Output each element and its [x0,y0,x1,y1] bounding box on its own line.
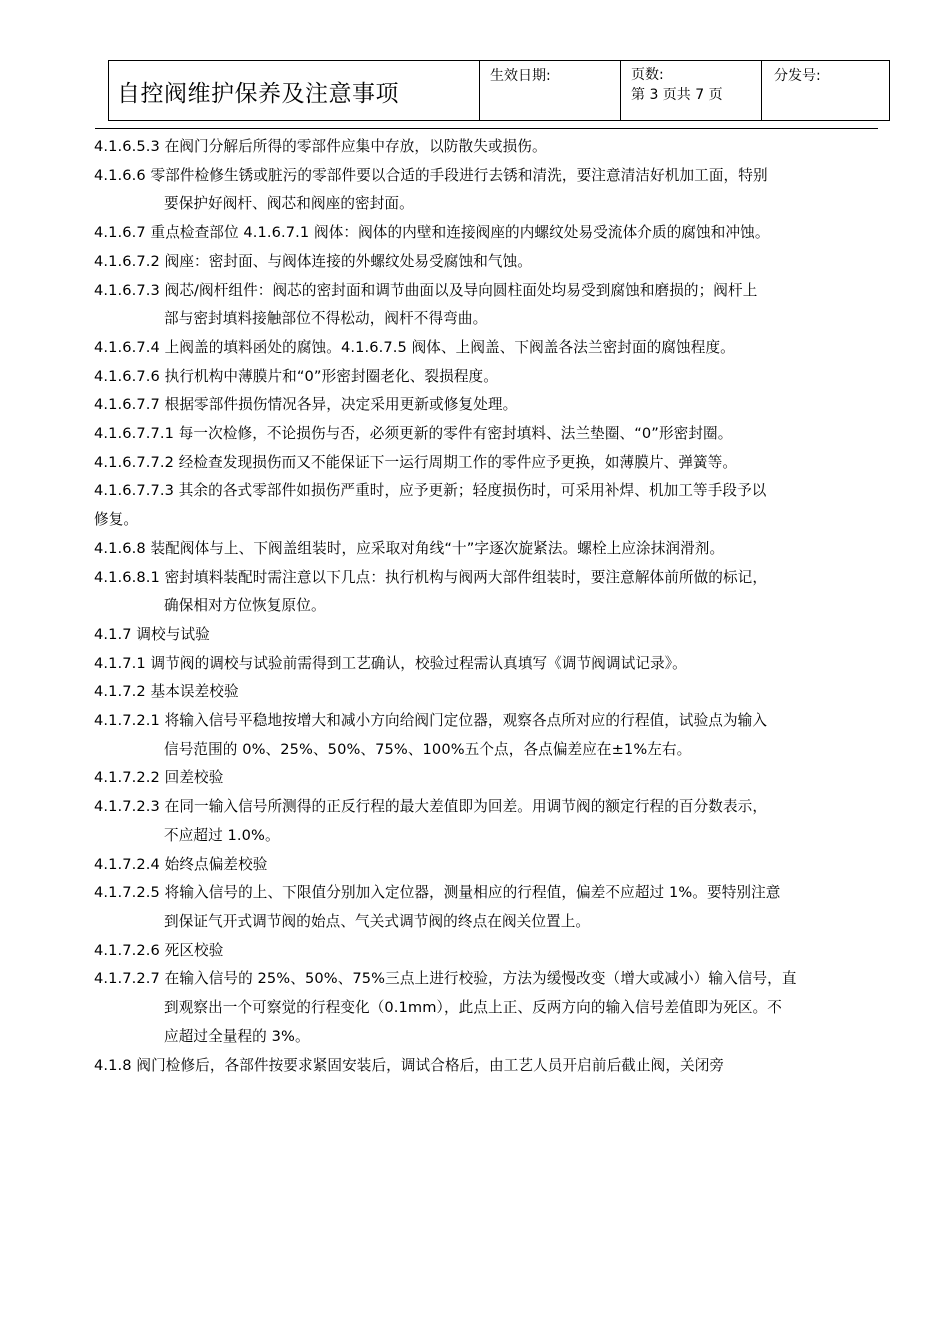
body-line: 4.1.6.7.4 上阀盖的填料函处的腐蚀。4.1.6.7.5 阀体、上阀盖、下阀盖各法兰密封面的腐蚀程度。 [94,338,735,356]
document-body [94,133,880,1080]
body-line: 4.1.6.7 重点检查部位 4.1.6.7.1 阀体：阀体的内壁和连接阀座的内螺纹处易受流体介质的腐蚀和冲蚀。 [94,224,770,242]
body-line: 4.1.6.7.7.2 经检查发现损伤而又不能保证下一运行周期工作的零件应予更换，如薄膜片、弹簧等。 [94,453,738,471]
body-line: 4.1.6.7.2 阀座：密封面、与阀体连接的外螺纹处易受腐蚀和气蚀。 [94,252,532,270]
page-count-cell [621,61,762,121]
body-line: 4.1.6.8 装配阀体与上、下阀盖组装时，应采取对角线“十”字逐次旋紧法。螺栓上应涂抹润滑剂。 [94,539,725,557]
distribution-number-cell [762,61,890,121]
body-line: 4.1.6.7.6 执行机构中薄膜片和“0”形密封圈老化、裂损程度。 [94,367,498,385]
page-count-label: 页数: [631,67,664,83]
body-line: 到保证气开式调节阀的始点、气关式调节阀的终点在阀关位置上。 [164,912,591,930]
body-line: 要保护好阀杆、阀芯和阀座的密封面。 [164,195,414,213]
body-line: 4.1.7 调校与试验 [94,625,210,643]
body-line: 确保相对方位恢复原位。 [164,597,326,615]
page-count-value: 第 3 页共 7 页 [631,87,723,103]
header-divider [95,128,878,129]
distribution-number-label: 分发号: [774,68,821,84]
body-line: 应超过全量程的 3%。 [164,1027,310,1045]
body-line: 信号范围的 0%、25%、50%、75%、100%五个点，各点偏差应在±1%左右。 [164,740,692,758]
body-line: 4.1.6.7.7.3 其余的各式零部件如损伤严重时，应予更新；轻度损伤时，可采用补焊、机加工等手段予以 [94,482,767,500]
body-line: 4.1.7.2.6 死区校验 [94,941,224,959]
body-line: 4.1.6.7.3 阀芯/阀杆组件：阀芯的密封面和调节曲面以及导向圆柱面处均易受到腐蚀和磨损的；阀杆上 [94,281,758,299]
document-title: 自控阀维护保养及注意事项 [109,61,480,121]
body-line: 4.1.6.8.1 密封填料装配时需注意以下几点：执行机构与阀两大部件组装时，要注意解体前所做的标记， [94,568,768,586]
body-line: 4.1.7.1 调节阀的调校与试验前需得到工艺确认，校验过程需认真填写《调节阀调试记录》。 [94,654,687,672]
body-line: 4.1.7.2.1 将输入信号平稳地按增大和减小方向给阀门定位器，观察各点所对应的行程值，试验点为输入 [94,712,768,730]
body-line: 不应超过 1.0%。 [164,826,280,844]
body-line: 修复。 [94,511,139,529]
body-line: 4.1.6.7.7 根据零部件损伤情况各异，决定采用更新或修复处理。 [94,396,518,414]
document-header-table [108,60,890,121]
body-line: 4.1.6.5.3 在阀门分解后所得的零部件应集中存放，以防散失或损伤。 [94,138,547,155]
body-line: 4.1.7.2.4 始终点偏差校验 [94,855,268,873]
body-line: 4.1.7.2.7 在输入信号的 25%、50%、75%三点上进行校验，方法为缓慢改变（增大或减小）输入信号，直 [94,970,797,988]
body-line: 4.1.7.2.3 在同一输入信号所测得的正反行程的最大差值即为回差。用调节阀的额定行程的百分数表示， [94,798,768,816]
body-line: 4.1.6.6 零部件检修生锈或脏污的零部件要以合适的手段进行去锈和清洗，要注意清洁好机加工面，特别 [94,166,768,184]
body-line: 4.1.6.7.7.1 每一次检修，不论损伤与否，必须更新的零件有密封填料、法兰垫圈、“0”形密封圈。 [94,425,733,443]
effective-date-label: 生效日期: [490,68,551,84]
body-line: 4.1.7.2.5 将输入信号的上、下限值分别加入定位器，测量相应的行程值，偏差不应超过 1%。要特别注意 [94,884,781,902]
body-line: 部与密封填料接触部位不得松动，阀杆不得弯曲。 [164,310,488,328]
body-line: 4.1.7.2 基本误差校验 [94,683,239,701]
body-line: 到观察出一个可察觉的行程变化（0.1mm），此点上正、反两方向的输入信号差值即为死区。不 [164,999,782,1017]
effective-date-cell [480,61,621,121]
body-line: 4.1.7.2.2 回差校验 [94,769,224,787]
body-line: 4.1.8 阀门检修后，各部件按要求紧固安装后，调试合格后，由工艺人员开启前后截止阀，关闭旁 [94,1056,725,1074]
